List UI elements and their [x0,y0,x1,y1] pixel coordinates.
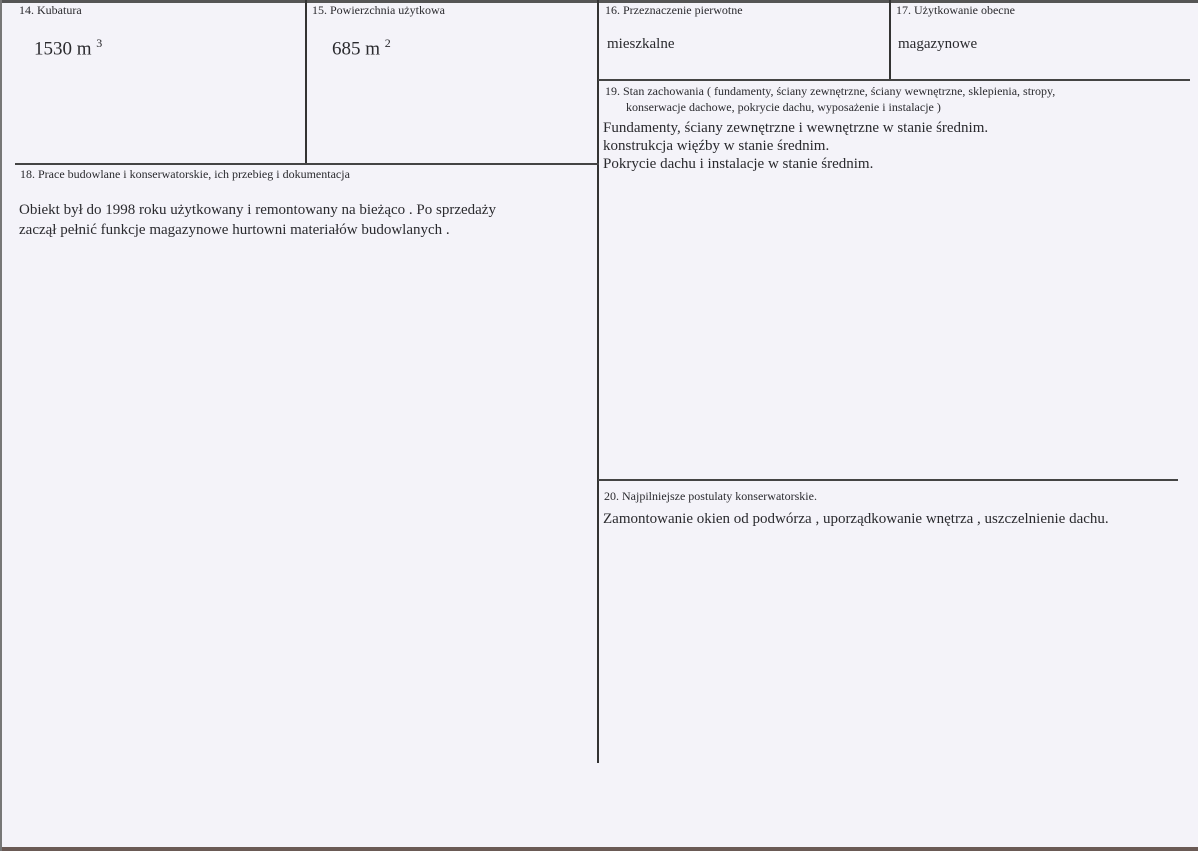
scan-edge-left [0,0,2,851]
field-19-line: Pokrycie dachu i instalacje w stanie średnim. [603,156,874,172]
field-19-label-line1: 19. Stan zachowania ( fundamenty, ściany zewnętrzne, ściany wewnętrzne, sklepienia, stropy, [605,84,1056,98]
divider-16-17 [889,0,891,81]
field-19-text [603,119,988,173]
divider-19-top [598,79,1190,81]
field-15-label: 15. Powierzchnia użytkowa [312,3,445,17]
field-20-label: 20. Najpilniejsze postulaty konserwatorskie. [604,489,817,503]
cubature-exponent: 3 [96,36,103,50]
field-19-label-line2: konserwacje dachowe, pokrycie dachu, wyposażenie i instalacje ) [626,100,941,114]
divider-14-15 [305,0,307,165]
area-value: 685 m [332,38,381,60]
cubature-value: 1530 m [34,38,92,60]
field-20-text: Zamontowanie okien od podwórza , uporządkowanie wnętrza , uszczelnienie dachu. [603,511,1109,527]
field-17-value: magazynowe [898,36,978,52]
scan-edge-bottom [0,847,1198,851]
field-14-label: 14. Kubatura [19,3,82,17]
divider-18-top [15,163,599,165]
field-18-text [19,200,496,240]
field-16-label: 16. Przeznaczenie pierwotne [605,3,743,17]
divider-20-top [598,479,1178,481]
field-19-line: konstrukcja więźby w stanie średnim. [603,138,830,154]
field-18-line: zaczął pełnić funkcje magazynowe hurtowni materiałów budowlanych . [19,222,450,238]
field-19-line: Fundamenty, ściany zewnętrzne i wewnętrzne w stanie średnim. [603,120,989,136]
scan-edge-top [0,0,1198,3]
field-16-value: mieszkalne [607,36,675,52]
field-18-label: 18. Prace budowlane i konserwatorskie, ich przebieg i dokumentacja [20,167,350,181]
area-exponent: 2 [384,36,391,50]
divider-main [597,0,599,763]
field-14-value [34,36,102,60]
field-17-label: 17. Użytkowanie obecne [896,3,1015,17]
field-15-value [332,36,391,60]
field-18-line: Obiekt był do 1998 roku użytkowany i remontowany na bieżąco . Po sprzedaży [19,202,496,218]
